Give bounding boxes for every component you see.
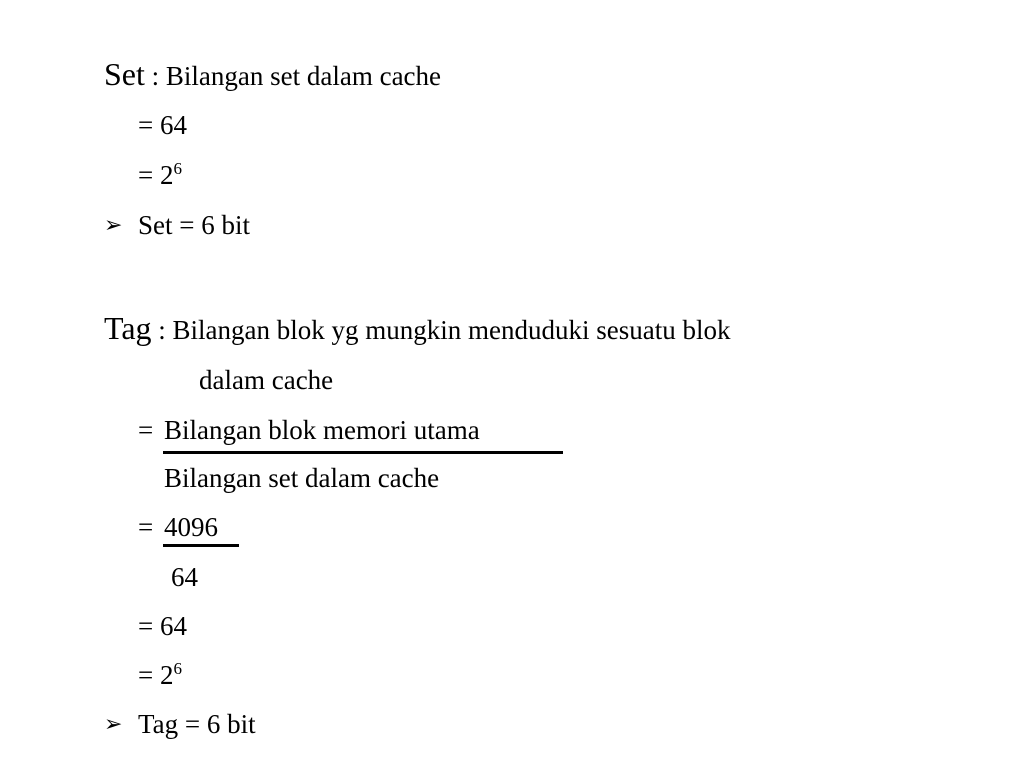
set-eq-64: = 64 [138,110,187,140]
tag-fraction-eq-sign: = [138,415,154,445]
tag-eq-power-exponent: 6 [173,659,182,678]
set-term: Set [104,56,145,92]
set-result-line [104,209,250,242]
set-definition-line [104,58,441,92]
tag-term: Tag [104,310,152,346]
tag-fraction-numerator: Bilangan blok memori utama [164,415,480,445]
tag-result: Tag = 6 bit [138,709,256,739]
tag-eq-64: = 64 [138,611,187,641]
tag-value-numerator: 4096 [164,512,218,542]
tag-value-denominator: 64 [171,562,198,592]
set-eq-power-base: = 2 [138,160,174,190]
arrow-bullet-icon: ➢ [104,712,123,737]
tag-definition: : Bilangan blok yg mungkin menduduki sesuatu blok [158,315,731,345]
tag-eq-power-base: = 2 [138,660,174,690]
tag-value-eq-sign: = [138,512,154,542]
set-definition: : Bilangan set dalam cache [151,61,442,91]
fraction-bar [163,451,563,454]
set-result: Set = 6 bit [138,210,250,240]
arrow-bullet-icon: ➢ [104,213,123,238]
tag-result-line [104,708,256,741]
tag-fraction-denominator: Bilangan set dalam cache [164,463,440,493]
tag-definition-line [104,312,730,346]
tag-definition-continued: dalam cache [199,365,334,395]
set-eq-power [138,159,182,191]
set-eq-power-exponent: 6 [173,159,182,178]
tag-eq-power [138,659,182,691]
fraction-bar [163,544,239,547]
